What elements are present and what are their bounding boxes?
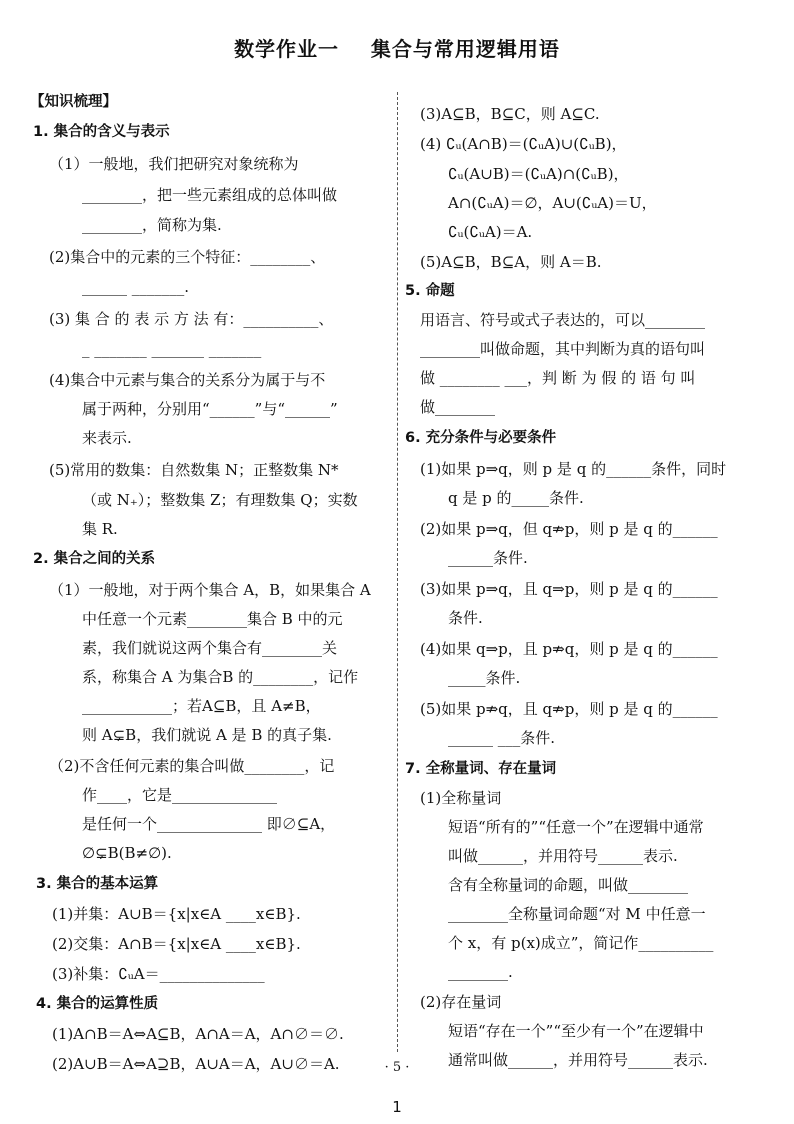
text-line: 来表示.	[82, 429, 132, 447]
text-line: 用语言、符号或式子表达的，可以________	[420, 311, 706, 329]
text-line: (1)并集：A∪B＝{x|x∈A ____x∈B}.	[52, 905, 301, 923]
text-line: 属于两种，分别用“______”与“______”	[82, 400, 338, 418]
text-line: 集 R.	[82, 520, 118, 538]
footer-number: 1	[392, 1098, 402, 1116]
text-line: (2)集合中的元素的三个特征：________、	[49, 248, 326, 266]
text-line: 素，我们就说这两个集合有________关	[82, 639, 338, 657]
section-heading-6: 6. 充分条件与必要条件	[405, 430, 557, 446]
text-line: ∁ᵤ(∁ᵤA)＝A.	[448, 223, 533, 241]
section-heading-2: 2. 集合之间的关系	[33, 551, 156, 567]
text-line: 做 ________ ___，判 断 为 假 的 语 句 叫	[420, 369, 696, 387]
text-line: (5)A⊆B，B⊆A，则 A＝B.	[420, 253, 602, 271]
text-line: q 是 p 的_____条件.	[448, 489, 584, 507]
text-line: 短语“所有的”“任意一个”在逻辑中通常	[448, 818, 704, 836]
text-line: ______ _______.	[82, 278, 190, 296]
text-line: ______条件.	[448, 549, 528, 567]
section-heading-4: 4. 集合的运算性质	[36, 996, 159, 1012]
text-line: 做________	[420, 398, 496, 416]
text-line: ∅⊊B(B≠∅).	[82, 844, 172, 862]
text-line: ________.	[448, 963, 513, 981]
text-line: 条件.	[448, 609, 483, 627]
text-line: 作____，它是______________	[82, 786, 278, 804]
section-heading-knowledge: 【知识梳理】	[30, 94, 117, 110]
text-line: ∁ᵤ(A∪B)＝(∁ᵤA)∩(∁ᵤB)，	[448, 165, 629, 183]
section-heading-1: 1. 集合的含义与表示	[33, 124, 170, 140]
text-line: （2)不含任何元素的集合叫做________，记	[49, 757, 335, 775]
text-line: (3)A⊆B，B⊆C，则 A⊆C.	[420, 105, 600, 123]
text-line: (4) ∁ᵤ(A∩B)＝(∁ᵤA)∪(∁ᵤB)，	[420, 135, 627, 153]
text-line: (3)补集：∁ᵤA＝______________	[52, 965, 265, 983]
text-line: ________叫做命题，其中判断为真的语句叫	[420, 340, 706, 358]
text-line: （或 N₊）；整数集 Z；有理数集 Q；实数	[82, 491, 358, 509]
text-line: ________全称量词命题“对 M 中任意一	[448, 905, 706, 923]
page-title: 数学作业一 集合与常用逻辑用语	[234, 37, 560, 61]
column-divider	[397, 92, 398, 1052]
text-line: (3)如果 p⇒q，且 q⇒p，则 p 是 q 的______	[420, 580, 718, 598]
text-line: (3) 集 合 的 表 示 方 法 有：__________、	[49, 310, 334, 328]
text-line: ________，简称为集.	[82, 216, 222, 234]
text-line: 通常叫做______，并用符号______表示.	[448, 1051, 708, 1069]
text-line: (1)如果 p⇒q，则 p 是 q 的______条件，同时	[420, 460, 727, 478]
section-heading-5: 5. 命题	[405, 283, 455, 299]
text-line: _____条件.	[448, 669, 521, 687]
text-line: 含有全称量词的命题，叫做________	[448, 876, 689, 894]
text-line: (2)存在量词	[420, 993, 502, 1011]
section-heading-3: 3. 集合的基本运算	[36, 876, 159, 892]
text-line: ______ ___条件.	[448, 729, 556, 747]
text-line: (2)A∪B＝A⇔A⊇B，A∪A＝A，A∪∅＝A.	[52, 1055, 340, 1073]
text-line: _ _______ _______ _______	[82, 340, 262, 358]
text-line: ____________；若A⊆B，且 A≠B，	[82, 697, 321, 715]
text-line: (5)常用的数集：自然数集 N；正整数集 N*	[49, 461, 339, 479]
text-line: (5)如果 p⇏q，且 q⇏p，则 p 是 q 的______	[420, 700, 718, 718]
text-line: 叫做______，并用符号______表示.	[448, 847, 678, 865]
text-line: (4)如果 q⇒p，且 p⇏q，则 p 是 q 的______	[420, 640, 718, 658]
text-line: (2)如果 p⇒q，但 q⇏p，则 p 是 q 的______	[420, 520, 718, 538]
text-line: 中任意一个元素________集合 B 中的元	[82, 610, 343, 628]
text-line: (1)全称量词	[420, 789, 502, 807]
text-line: 短语“存在一个”“至少有一个”在逻辑中	[448, 1022, 704, 1040]
text-line: (2)交集：A∩B＝{x|x∈A ____x∈B}.	[52, 935, 301, 953]
page-number: · 5 ·	[384, 1060, 410, 1075]
text-line: （1）一般地，对于两个集合 A，B，如果集合 A	[49, 581, 371, 599]
text-line: (1)A∩B＝A⇔A⊆B，A∩A＝A，A∩∅＝∅.	[52, 1025, 344, 1043]
text-line: 是任何一个______________ 即∅⊆A，	[82, 815, 336, 833]
text-line: 个 x，有 p(x)成立”，简记作__________	[448, 934, 714, 952]
text-line: （1）一般地，我们把研究对象统称为	[49, 155, 299, 173]
section-heading-7: 7. 全称量词、存在量词	[405, 761, 557, 777]
text-line: ________，把一些元素组成的总体叫做	[82, 186, 338, 204]
text-line: (4)集合中元素与集合的关系分为属于与不	[49, 371, 326, 389]
text-line: 系，称集合 A 为集合B 的________，记作	[82, 668, 359, 686]
text-line: 则 A⊊B，我们就说 A 是 B 的真子集.	[82, 726, 332, 744]
text-line: A∩(∁ᵤA)＝∅，A∪(∁ᵤA)＝U，	[448, 194, 657, 212]
